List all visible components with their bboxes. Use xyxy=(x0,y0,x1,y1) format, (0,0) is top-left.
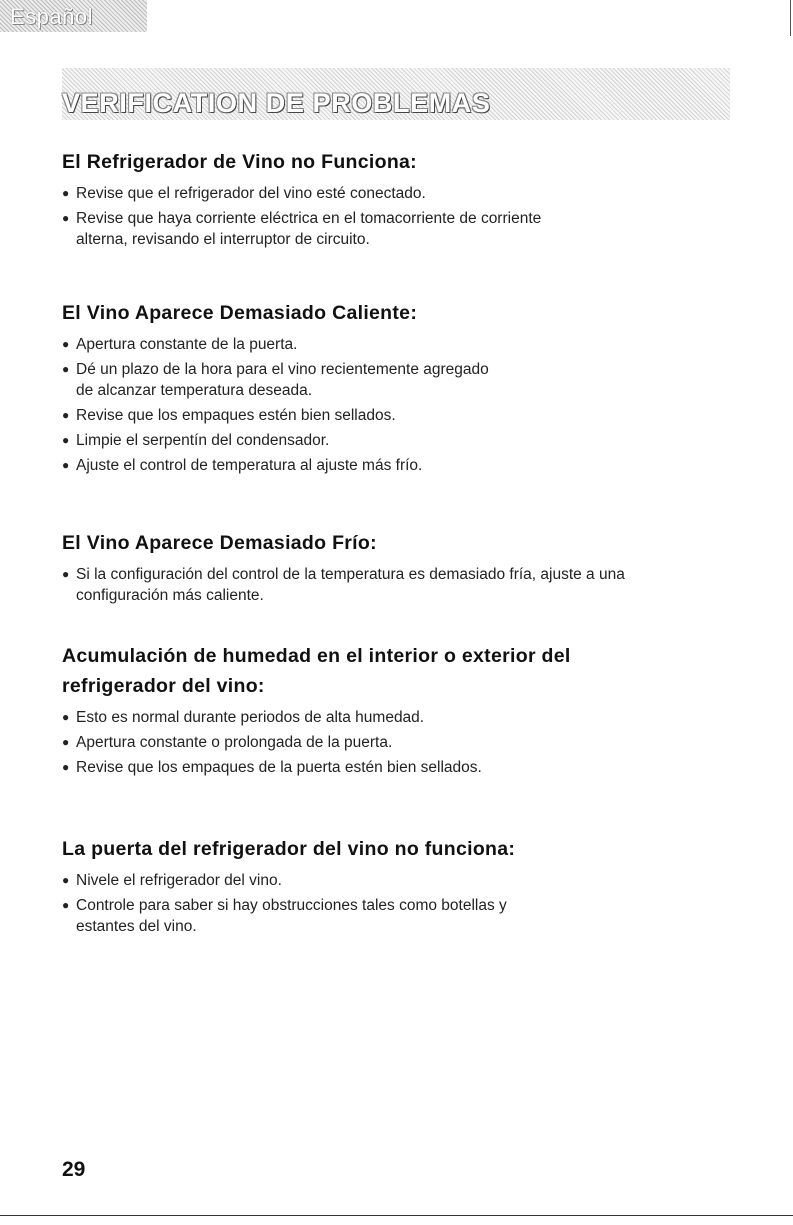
list-item: ● Limpie el serpentín del condensador. xyxy=(62,432,330,449)
list-item: ● Dé un plazo de la hora para el vino recientemente agregado de alcanzar temperatura deseada. xyxy=(62,361,489,399)
list-item: ● Revise que haya corriente eléctrica en el tomacorriente de corriente alterna, revisando el interruptor de circuito. xyxy=(62,210,542,248)
bottom-rule xyxy=(0,1215,793,1216)
section-list xyxy=(62,707,742,778)
language-tab xyxy=(0,0,147,32)
bullet-icon: ● xyxy=(62,567,70,581)
section-heading: El Vino Aparece Demasiado Frío: xyxy=(62,532,377,554)
bullet-icon: ● xyxy=(62,898,70,912)
list-item: ● Nivele el refrigerador del vino. xyxy=(62,872,282,889)
bullet-icon: ● xyxy=(62,362,70,376)
bullet-icon: ● xyxy=(62,337,70,351)
section-heading: El Refrigerador de Vino no Funciona: xyxy=(62,151,417,173)
page-title: VERIFICATION DE PROBLEMAS xyxy=(62,88,491,118)
section-list xyxy=(62,564,742,606)
section-heading: La puerta del refrigerador del vino no funciona: xyxy=(62,838,516,860)
bullet-icon: ● xyxy=(62,735,70,749)
section-heading: El Vino Aparece Demasiado Caliente: xyxy=(62,302,418,324)
bullet-icon: ● xyxy=(62,760,70,774)
list-item: ● Ajuste el control de temperatura al ajuste más frío. xyxy=(62,457,423,474)
bullet-icon: ● xyxy=(62,458,70,472)
list-item: ● Apertura constante de la puerta. xyxy=(62,336,298,353)
list-item: ● Apertura constante o prolongada de la puerta. xyxy=(62,734,393,751)
page-number: 29 xyxy=(62,1158,86,1181)
list-item: ● Esto es normal durante periodos de alta humedad. xyxy=(62,709,425,726)
section-too-cold xyxy=(62,528,742,610)
list-item: ● Revise que el refrigerador del vino esté conectado. xyxy=(62,185,426,202)
list-item: ● Revise que los empaques de la puerta estén bien sellados. xyxy=(62,759,482,776)
section-too-warm xyxy=(62,298,742,480)
bullet-icon: ● xyxy=(62,873,70,887)
list-item: ● Controle para saber si hay obstrucciones tales como botellas y estantes del vino. xyxy=(62,897,507,935)
bullet-icon: ● xyxy=(62,710,70,724)
bullet-icon: ● xyxy=(62,433,70,447)
margin-rule xyxy=(790,0,791,36)
list-item: ● Revise que los empaques estén bien sellados. xyxy=(62,407,396,424)
bullet-icon: ● xyxy=(62,186,70,200)
list-item: ● Si la configuración del control de la temperatura es demasiado fría, ajuste a una configuración más caliente. xyxy=(62,566,625,604)
section-door xyxy=(62,834,742,941)
section-moisture xyxy=(62,641,742,782)
section-heading: Acumulación de humedad en el interior o exterior del refrigerador del vino: xyxy=(62,645,571,697)
section-list xyxy=(62,183,742,250)
bullet-icon: ● xyxy=(62,211,70,225)
section-not-working xyxy=(62,147,742,254)
section-list xyxy=(62,870,742,937)
bullet-icon: ● xyxy=(62,408,70,422)
language-tab-label: Español xyxy=(10,4,94,29)
section-list xyxy=(62,334,742,476)
